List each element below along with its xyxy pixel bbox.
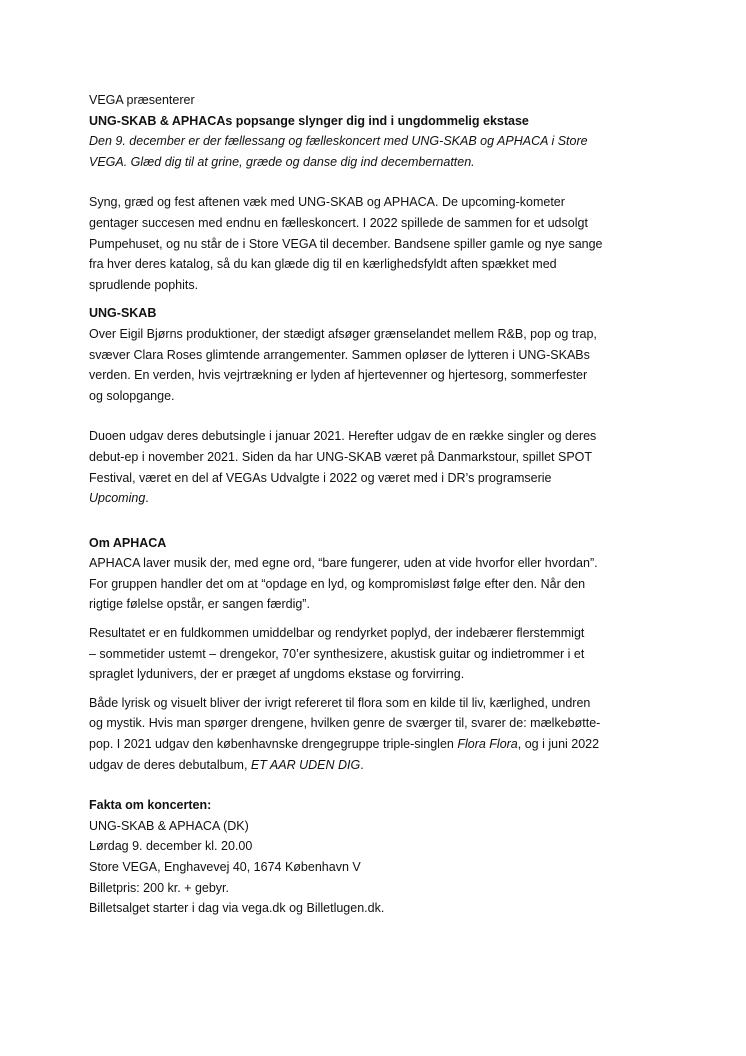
ungskab-line: Festival, været en del af VEGAs Udvalgte i 2022 og været med i DR’s programserie [89,470,552,485]
aphaca-line: – sommetider ustemt – drengekor, 70’er synthesizere, akustisk guitar og indietrommer i et [89,646,585,661]
intro-line: fra hver deres katalog, så du kan glæde dig til en kærlighedsfyldt aften spækket med [89,257,557,272]
facts-line: Billetpris: 200 kr. + gebyr. [89,880,230,895]
ungskab-line: og solopgange. [89,388,175,403]
album-title: ET AAR UDEN DIG [250,757,361,772]
ungskab-line: Duoen udgav deres debutsingle i januar 2021. Herefter udgav de en række singler og deres [89,429,597,444]
aphaca-line: og mystik. Hvis man spørger drengene, hvilken genre de sværger til, svarer de: mælkebøtte- [89,716,601,731]
program-title: Upcoming [89,491,146,506]
facts-line: Store VEGA, Enghavevej 40, 1674 København V [89,860,361,874]
ungskab-line: Over Eigil Bjørns produktioner, der stædigt afsøger grænselandet mellem R&B, pop og trap, [89,326,597,341]
facts-line: Billetsalget starter i dag via vega.dk og Billetlugen.dk. [89,901,385,916]
ungskab-line: debut-ep i november 2021. Siden da har UNG-SKAB været på Danmarkstour, spillet SPOT [89,449,593,464]
intro-line: Syng, græd og fest aftenen væk med UNG-SKAB og APHACA. De upcoming-kometer [89,195,565,210]
ungskab-line: verden. En verden, hvis vejrtrækning er lyden af hjertevenner og hjertesorg, sommerfester [89,368,588,383]
lead-line: Den 9. december er der fællessang og fælleskoncert med UNG-SKAB og APHACA i Store [89,134,588,149]
presenter-line: VEGA præsenterer [89,93,195,107]
single-title: Flora Flora [457,737,518,752]
ungskab-line: Upcoming. [89,491,149,506]
facts-line: Lørdag 9. december kl. 20.00 [89,839,253,854]
intro-line: sprudlende pophits. [89,277,199,292]
aphaca-line: APHACA laver musik der, med egne ord, “bare fungerer, uden at vide hvorfor eller hvordan”. [89,556,598,571]
press-release-document [89,90,689,919]
facts-line: UNG-SKAB & APHACA (DK) [89,818,249,833]
headline: UNG-SKAB & APHACAs popsange slynger dig ind i ungdommelig ekstase [89,113,529,128]
aphaca-line: For gruppen handler det om at “opdage en lyd, og kompromisløst følge efter den. Når den [89,576,586,591]
intro-line: Pumpehuset, og nu står de i Store VEGA til december. Bandsene spiller gamle og nye sange [89,236,603,251]
aphaca-line: Resultatet er en fuldkommen umiddelbar og rendyrket poplyd, der indebærer flerstemmigt [89,626,585,641]
ungskab-heading: UNG-SKAB [89,306,157,321]
ungskab-line: svæver Clara Roses glimtende arrangementer. Sammen opløser de lytteren i UNG-SKABs [89,347,590,362]
aphaca-heading: Om APHACA [89,535,167,550]
aphaca-line: spraglet lydunivers, der er præget af ungdoms ekstase og forvirring. [89,667,465,682]
intro-line: gentager succesen med endnu en fælleskoncert. I 2022 spillede de sammen for et udsolgt [89,215,588,230]
aphaca-line: rigtige følelse opstår, er sangen færdig”. [89,597,310,612]
aphaca-line: Både lyrisk og visuelt bliver der ivrigt refereret til flora som en kilde til liv, kærlighed, undren [89,695,591,710]
facts-heading: Fakta om koncerten: [89,798,212,813]
lead-line: VEGA. Glæd dig til at grine, græde og danse dig ind decembernatten. [89,154,475,169]
aphaca-line: udgav de deres debutalbum, ET AAR UDEN DIG. [89,757,364,772]
aphaca-line: pop. I 2021 udgav den københavnske drengegruppe triple-singlen Flora Flora, og i juni 2022 [89,737,600,752]
